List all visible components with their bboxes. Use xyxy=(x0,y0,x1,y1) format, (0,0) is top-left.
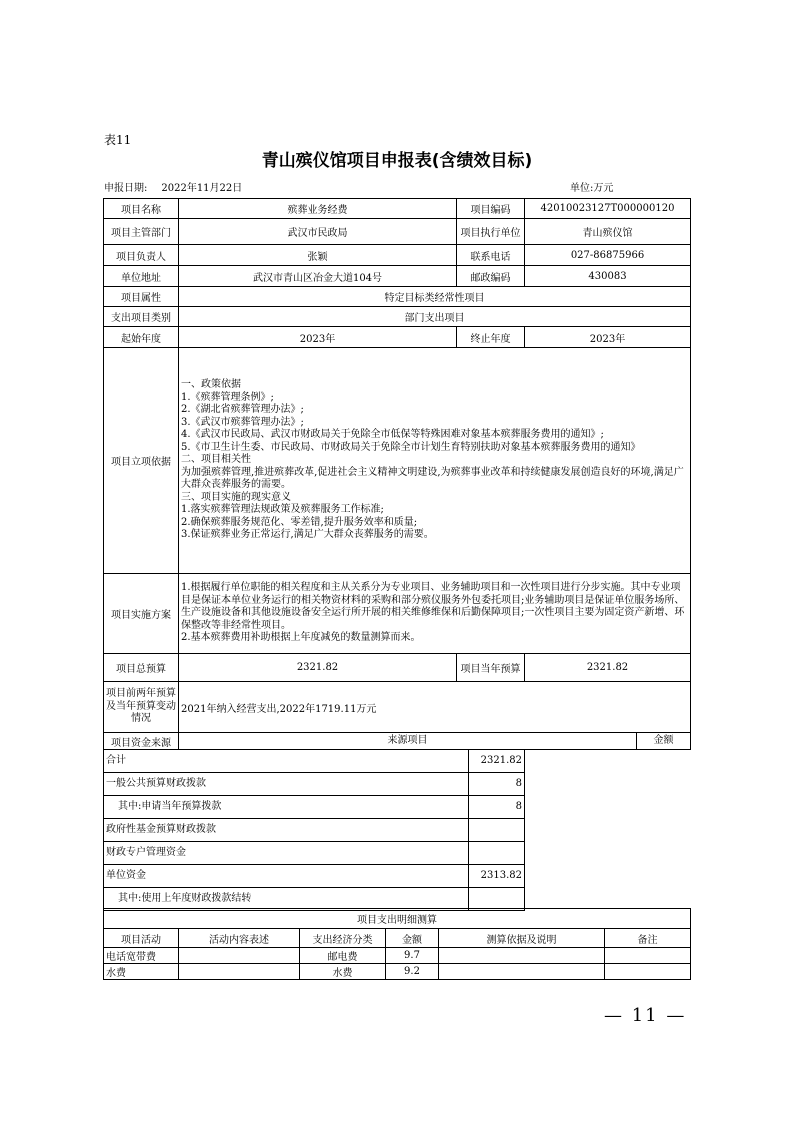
text-line: 三、项目实施的现实意义 xyxy=(181,491,291,503)
funding-cell xyxy=(104,750,525,773)
funding-source-header xyxy=(179,733,691,750)
detail-cell xyxy=(439,948,605,964)
address-label: 单位地址 xyxy=(104,266,179,287)
funding-amount: 2313.82 xyxy=(468,865,524,887)
detail-cell: 电话宽带费 xyxy=(104,948,179,964)
start-label: 起始年度 xyxy=(104,327,179,348)
funding-amount: 2321.82 xyxy=(468,750,524,772)
funding-amount: 8 xyxy=(468,796,524,818)
funding-cell xyxy=(104,796,525,819)
funding-header-row xyxy=(104,733,691,750)
detail-row xyxy=(104,948,691,964)
table-row xyxy=(104,348,691,574)
amount-header: 金额 xyxy=(636,733,690,749)
funding-cell xyxy=(104,773,525,796)
detail-header: 支出经济分类 xyxy=(300,929,386,948)
text-line: 3.《武汉市殡葬管理办法》; xyxy=(181,416,304,428)
detail-header: 金额 xyxy=(386,929,439,948)
change-label: 项目前两年预算及当年预算变动情况 xyxy=(104,682,179,733)
text-line: 1.落实殡葬管理法规政策及殡葬服务工作标准; xyxy=(181,504,384,516)
detail-rows xyxy=(104,948,691,980)
basis-label: 项目立项依据 xyxy=(104,348,179,574)
funding-cell xyxy=(104,819,525,842)
table-row xyxy=(104,199,691,219)
detail-cell xyxy=(439,964,605,980)
table-row xyxy=(104,327,691,348)
address: 武汉市青山区冶金大道104号 xyxy=(179,266,457,287)
funding-source-name: 财政专户管理资金 xyxy=(106,847,186,858)
total-budget: 2321.82 xyxy=(179,654,457,682)
project-table xyxy=(103,198,691,911)
project-name-label: 项目名称 xyxy=(104,199,179,219)
text-line: 2.基本殡葬费用补助根据上年度减免的数量测算而来。 xyxy=(181,632,421,644)
detail-header-row xyxy=(104,929,691,948)
funding-source-name: 其中:使用上年度财政拨款结转 xyxy=(118,893,252,904)
text-line: 4.《武汉市民政局、武汉市财政局关于免除全市低保等特殊困难对象基本殡葬服务费用的通知》; xyxy=(181,429,604,441)
table-row xyxy=(104,574,691,654)
current-budget: 2321.82 xyxy=(525,654,691,682)
project-code-label: 项目编码 xyxy=(457,199,525,219)
owner: 张颖 xyxy=(179,245,457,266)
funding-rows xyxy=(104,750,691,911)
funding-row xyxy=(104,842,691,865)
category-label: 支出项目类别 xyxy=(104,307,179,327)
text-line: 3.保证殡葬业务正常运行,满足广大群众丧葬服务的需要。 xyxy=(181,529,434,541)
detail-cell xyxy=(605,948,691,964)
funding-cell xyxy=(104,865,525,888)
dept: 武汉市民政局 xyxy=(179,219,457,245)
text-line: 二、项目相关性 xyxy=(181,454,251,466)
postcode: 430083 xyxy=(525,266,691,287)
plan-content xyxy=(179,574,691,654)
table-row xyxy=(104,287,691,307)
text-line: 1.《殡葬管理条例》; xyxy=(181,391,274,403)
detail-table xyxy=(103,908,691,980)
owner-label: 项目负责人 xyxy=(104,245,179,266)
funding-row xyxy=(104,773,691,796)
detail-header: 项目活动 xyxy=(104,929,179,948)
detail-row xyxy=(104,964,691,980)
plan-lines xyxy=(181,582,688,645)
change-text: 2021年纳入经营支出,2022年1719.11万元 xyxy=(179,682,691,733)
exec-unit-label: 项目执行单位 xyxy=(457,219,525,245)
funding-amount xyxy=(468,842,524,864)
basis-lines xyxy=(181,379,688,542)
detail-header: 测算依据及说明 xyxy=(439,929,605,948)
postcode-label: 邮政编码 xyxy=(457,266,525,287)
detail-cell: 9.7 xyxy=(386,948,439,964)
project-name: 殡葬业务经费 xyxy=(179,199,457,219)
phone-label: 联系电话 xyxy=(457,245,525,266)
funding-label: 项目资金来源 xyxy=(104,733,179,750)
apply-date-line xyxy=(104,179,256,194)
dept-label: 项目主管部门 xyxy=(104,219,179,245)
apply-date-label: 申报日期: xyxy=(104,183,148,194)
total-budget-label: 项目总预算 xyxy=(104,654,179,682)
detail-header: 备注 xyxy=(605,929,691,948)
apply-date: 2022年11月22日 xyxy=(161,183,243,194)
table-row xyxy=(104,266,691,287)
attr-label: 项目属性 xyxy=(104,287,179,307)
table-row xyxy=(104,682,691,733)
unit-label: 单位:万元 xyxy=(570,183,614,194)
detail-cell: 水费 xyxy=(300,964,386,980)
funding-source-name: 其中:申请当年预算拨款 xyxy=(118,801,222,812)
detail-cell xyxy=(605,964,691,980)
funding-row xyxy=(104,819,691,842)
start-year: 2023年 xyxy=(179,327,457,348)
text-line: 1.根据履行单位职能的相关程度和主从关系分为专业项目、业务辅助项目和一次性项目进行分步实施。其中专业项目是保证本单位业务运行的相关物资材料的采购和部分殡仪服务外包委托项目;业务辅助项目是保证单位服务场所、生产设施设备和其他设施设备安全运行所开展的相关维修维保和后勤保障项目;一次性项目主要为固定资产新增、环保整改等非经常性项目。 xyxy=(181,582,685,631)
exec-unit: 青山殡仪馆 xyxy=(525,219,691,245)
funding-row xyxy=(104,865,691,888)
page-number: — 11 — xyxy=(604,1005,687,1026)
table-row xyxy=(104,654,691,682)
funding-row xyxy=(104,796,691,819)
phone: 027-86875966 xyxy=(525,245,691,266)
funding-amount xyxy=(468,888,524,910)
page-title: 青山殡仪馆项目申报表(含绩效目标) xyxy=(261,151,533,171)
funding-source-name: 政府性基金预算财政拨款 xyxy=(106,824,216,835)
text-line: 2.确保殡葬服务规范化、零差错,提升服务效率和质量; xyxy=(181,516,418,528)
funding-cell xyxy=(104,842,525,865)
attr: 特定目标类经常性项目 xyxy=(179,287,691,307)
source-header: 来源项目 xyxy=(387,735,428,746)
plan-label: 项目实施方案 xyxy=(104,574,179,654)
detail-cell xyxy=(179,964,300,980)
table-label: 表11 xyxy=(104,133,132,147)
funding-amount: 8 xyxy=(468,773,524,795)
category: 部门支出项目 xyxy=(179,307,691,327)
text-line: 5.《市卫生计生委、市民政局、市财政局关于免除全市计划生育特别扶助对象基本殡葬服务费用的通知》 xyxy=(181,441,641,453)
funding-source-name: 合计 xyxy=(106,755,126,766)
table-row xyxy=(104,219,691,245)
detail-cell: 水费 xyxy=(104,964,179,980)
funding-amount xyxy=(468,819,524,841)
basis-content xyxy=(179,348,691,574)
text-line: 为加强殡葬管理,推进殡葬改革,促进社会主义精神文明建设,为殡葬事业改革和持续健康发展创造良好的环境,满足广大群众丧葬服务的需要。 xyxy=(181,466,684,491)
detail-cell: 9.2 xyxy=(386,964,439,980)
detail-section-title: 项目支出明细测算 xyxy=(104,909,691,929)
table-row xyxy=(104,909,691,929)
table-row xyxy=(104,245,691,266)
funding-row xyxy=(104,750,691,773)
current-budget-label: 项目当年预算 xyxy=(457,654,525,682)
text-line: 一、政策依据 xyxy=(181,379,241,391)
detail-header: 活动内容表述 xyxy=(179,929,300,948)
end-year: 2023年 xyxy=(525,327,691,348)
text-line: 2.《湖北省殡葬管理办法》; xyxy=(181,404,304,416)
table-row xyxy=(104,307,691,327)
project-code: 42010023127T000000120 xyxy=(525,199,691,219)
funding-source-name: 一般公共预算财政拨款 xyxy=(106,778,206,789)
funding-source-name: 单位资金 xyxy=(106,870,146,881)
end-label: 终止年度 xyxy=(457,327,525,348)
detail-cell xyxy=(179,948,300,964)
detail-cell: 邮电费 xyxy=(300,948,386,964)
